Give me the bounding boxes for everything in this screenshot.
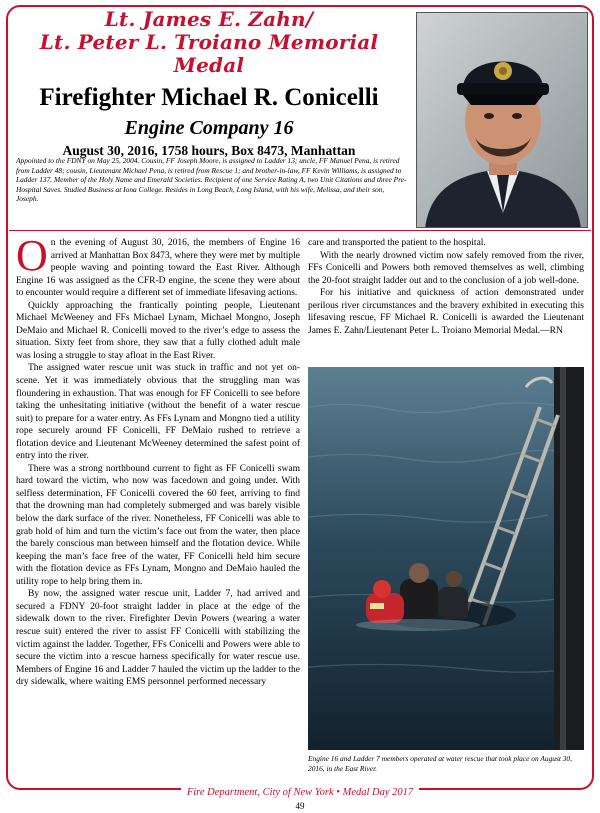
article-paragraph-1-text: n the evening of August 30, 2016, the members of Engine 16 arrived at Manhattan Box 8473, where they were met by multiple people waving and pointing toward the East River. Although Engine 16 was assigned as the CFR-D engine, the scene they were about to encounter would require a different set of immediate lifesaving actions. (16, 238, 300, 299)
incident-date: August 30, 2016, 1758 hours, Box 8473, Manhattan (62, 143, 356, 158)
portrait-image (417, 13, 588, 228)
portrait-photo (416, 12, 588, 228)
article-paragraph-1 (16, 231, 300, 300)
page-number: 49 (295, 801, 305, 811)
page-header (9, 7, 409, 158)
article-paragraph-5: By now, the assigned water rescue unit, Ladder 7, had arrived and secured a FDNY 20-foot straight ladder in place at the edge of the sidewalk down to the river. Firefighter Devin Powers (wearing a water rescue suit) entered the river to assist FF Conicelli with stabilizing the victim against the ladder. Together, FFs Conicelli and Powers were able to secure the victim into a rescue harness specifically for water rescue use. Members of Engine 16 and Ladder 7 hauled the victim up the ladder to the dry sidewalk, where waiting EMS personnel performed necessary (16, 589, 300, 688)
article-paragraph-4: There was a strong northbound current to fight as FF Conicelli swam hard toward the victim, who now was facedown and going under. With selfless determination, FF Conicelli covered the 60 feet, arriving to find that the drowning man had completely submerged and was barely visible below the dark surface of the river. Nonetheless, FF Conicelli was able to grab hold of him and turn the victim’s face out from the water, then place the barely conscious man between himself and the flotation device. While keeping the man’s face free of the water, FF Conicelli held him secure with the flotation device as FFs Lynam, Mongno and DeMaio hauled the utility rope to help bring them in. (16, 463, 300, 587)
section-divider (9, 230, 591, 231)
drop-cap: O (16, 231, 48, 280)
article-column-right (308, 237, 584, 337)
article-paragraph-5-continued: care and transported the patient to the hospital. (308, 238, 486, 248)
rescue-image (308, 367, 584, 750)
photo-caption: Engine 16 and Ladder 7 members operated at water rescue that took place on August 30, 2016, in the East River. (308, 754, 572, 773)
article-paragraph-3: The assigned water rescue unit was stuck in traffic and not yet on-scene. Yet it was immediately obvious that the struggling man was floundering in exhaustion. That was enough for FF Conicelli to see before taking the unhesitating initiative (without the benefit of a water rescue suit) to prepare for a water entry. As FFs Lynam and Mongno tied a utility rope securely around FF Conicelli, FF DeMaio rushed to retrieve a flotation device and Lieutenant McWeeney determined the safest point of entry into the river. (16, 363, 300, 462)
medal-title-line1: Lt. James E. Zahn/ (104, 7, 314, 31)
article-paragraph-2: Quickly approaching the frantically pointing people, Lieutenant Michael McWeeney and FFs Michael Lynam, Michael Mongno, Joseph DeMaio and Michael R. Conicelli moved to the river’s edge to assess the situation. Sixty feet from shore, they saw that a fully clothed adult male was losing a struggle to stay afloat in the East River. (16, 300, 300, 361)
medal-title-line2: Lt. Peter L. Troiano Memorial Medal (39, 30, 379, 77)
page-footer (0, 786, 600, 800)
article-paragraph-6: With the nearly drowned victim now safely removed from the river, FFs Conicelli and Powers both removed themselves as well, climbing the 20-foot straight ladder out and to the conclusion of a job well-done. (308, 250, 584, 286)
article-paragraph-7: For his initiative and quickness of action demonstrated under perilous river circumstances and the bravery exhibited in executing this lifesaving rescue, FF Michael R. Conicelli is awarded the Lieutenant James E. Zahn/Lieutenant Peter L. Troiano Memorial Medal.—RN (308, 288, 584, 336)
footer-text: Fire Department, City of New York • Medal Day 2017 (181, 787, 419, 798)
company-name: Engine Company 16 (124, 117, 294, 139)
rescue-photo (308, 367, 584, 750)
biography: Appointed to the FDNY on May 25, 2004. Cousin, FF Joseph Moore, is assigned to Ladder 13; uncle, FF Manuel Pena, is retired from Ladder 48; cousin, Lieutenant Michael Pena, is retired from Rescue 1; and brother-in-law, FF Kevin Williams, is assigned to Ladder 137. Member of the Holy Name and Emerald Societies. Recipient of one Service Rating A, two Unit Citations and three Pre-Hospital Saves. Studied Business at Iona College. Resides in Long Beach, Long Island, with his wife, Melissa, and their son, Joseph. (16, 156, 407, 204)
honoree-name: Firefighter Michael R. Conicelli (39, 84, 379, 111)
article-column-left (16, 231, 300, 689)
